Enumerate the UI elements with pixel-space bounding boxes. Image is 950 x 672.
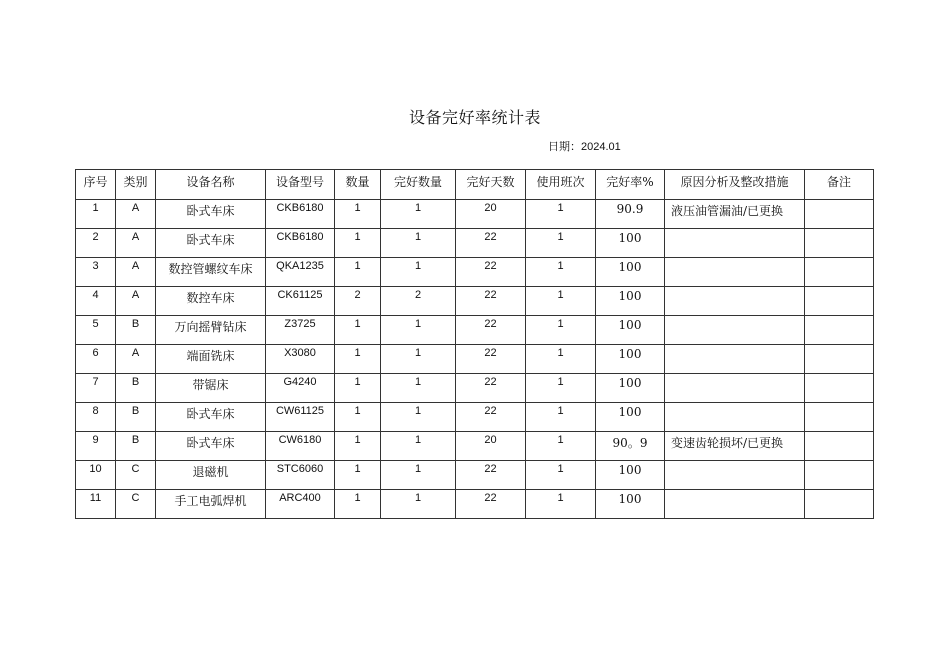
cell-good-rate: 90.9 [596, 200, 665, 229]
cell-remarks [805, 258, 874, 287]
cell-cause-analysis [665, 258, 805, 287]
cell-quantity: 1 [335, 200, 381, 229]
table-row [76, 258, 874, 287]
table-row [76, 461, 874, 490]
cell-good-days: 22 [456, 345, 526, 374]
table-header-row [76, 170, 874, 200]
cell-category: A [116, 200, 156, 229]
cell-good-quantity: 1 [381, 229, 456, 258]
header-model: 设备型号 [266, 170, 335, 200]
cell-equipment-name: 带锯床 [156, 374, 266, 403]
cell-good-rate: 90。9 [596, 432, 665, 461]
cell-quantity: 1 [335, 345, 381, 374]
cell-remarks [805, 374, 874, 403]
cell-seq: 3 [76, 258, 116, 287]
cell-good-days: 22 [456, 316, 526, 345]
cell-good-quantity: 1 [381, 490, 456, 519]
cell-quantity: 1 [335, 229, 381, 258]
cell-shifts: 1 [526, 229, 596, 258]
page-title: 设备完好率统计表 [408, 108, 541, 127]
cell-model: G4240 [266, 374, 335, 403]
cell-shifts: 1 [526, 432, 596, 461]
header-quantity: 数量 [335, 170, 381, 200]
table-row [76, 316, 874, 345]
cell-good-quantity: 1 [381, 461, 456, 490]
cell-good-rate: 100 [596, 258, 665, 287]
cell-cause-analysis [665, 374, 805, 403]
cell-shifts: 1 [526, 461, 596, 490]
cell-cause-analysis: 变速齿轮损坏/已更换 [665, 432, 805, 461]
cell-good-days: 22 [456, 229, 526, 258]
table-row [76, 287, 874, 316]
cell-quantity: 1 [335, 374, 381, 403]
cell-model: STC6060 [266, 461, 335, 490]
cell-seq: 7 [76, 374, 116, 403]
header-seq: 序号 [76, 170, 116, 200]
table-row [76, 490, 874, 519]
cell-good-days: 22 [456, 403, 526, 432]
cell-equipment-name: 退磁机 [156, 461, 266, 490]
cell-equipment-name: 卧式车床 [156, 432, 266, 461]
cell-remarks [805, 287, 874, 316]
cell-good-days: 20 [456, 432, 526, 461]
cell-model: CW61125 [266, 403, 335, 432]
cell-shifts: 1 [526, 345, 596, 374]
cell-remarks [805, 403, 874, 432]
cell-category: C [116, 461, 156, 490]
cell-seq: 1 [76, 200, 116, 229]
cell-seq: 5 [76, 316, 116, 345]
cell-seq: 4 [76, 287, 116, 316]
cell-good-quantity: 1 [381, 345, 456, 374]
table-row [76, 229, 874, 258]
table-row [76, 432, 874, 461]
header-good-rate: 完好率% [596, 170, 665, 200]
cell-category: A [116, 287, 156, 316]
cell-quantity: 2 [335, 287, 381, 316]
cell-category: B [116, 403, 156, 432]
header-equipment-name: 设备名称 [156, 170, 266, 200]
cell-category: A [116, 229, 156, 258]
cell-model: CK61125 [266, 287, 335, 316]
cell-model: QKA1235 [266, 258, 335, 287]
cell-shifts: 1 [526, 287, 596, 316]
cell-good-rate: 100 [596, 374, 665, 403]
cell-equipment-name: 数控车床 [156, 287, 266, 316]
table-row [76, 345, 874, 374]
cell-good-rate: 100 [596, 229, 665, 258]
cell-category: B [116, 316, 156, 345]
cell-cause-analysis [665, 287, 805, 316]
cell-equipment-name: 端面铣床 [156, 345, 266, 374]
cell-good-rate: 100 [596, 490, 665, 519]
cell-good-quantity: 1 [381, 403, 456, 432]
equipment-stats-table [75, 169, 874, 519]
cell-good-rate: 100 [596, 345, 665, 374]
cell-category: A [116, 345, 156, 374]
cell-remarks [805, 345, 874, 374]
cell-equipment-name: 手工电弧焊机 [156, 490, 266, 519]
cell-shifts: 1 [526, 316, 596, 345]
cell-quantity: 1 [335, 403, 381, 432]
cell-remarks [805, 432, 874, 461]
cell-good-quantity: 1 [381, 200, 456, 229]
cell-good-quantity: 1 [381, 258, 456, 287]
cell-seq: 6 [76, 345, 116, 374]
cell-seq: 2 [76, 229, 116, 258]
cell-equipment-name: 数控管螺纹车床 [156, 258, 266, 287]
cell-good-days: 20 [456, 200, 526, 229]
cell-cause-analysis: 液压油管漏油/已更换 [665, 200, 805, 229]
cell-shifts: 1 [526, 258, 596, 287]
cell-remarks [805, 461, 874, 490]
cell-seq: 11 [76, 490, 116, 519]
cell-shifts: 1 [526, 200, 596, 229]
header-good-quantity: 完好数量 [381, 170, 456, 200]
cell-cause-analysis [665, 345, 805, 374]
cell-equipment-name: 卧式车床 [156, 200, 266, 229]
date-value: 2024.01 [581, 141, 621, 153]
cell-cause-analysis [665, 316, 805, 345]
cell-category: B [116, 374, 156, 403]
cell-shifts: 1 [526, 374, 596, 403]
cell-category: B [116, 432, 156, 461]
cell-equipment-name: 卧式车床 [156, 403, 266, 432]
header-remarks: 备注 [805, 170, 874, 200]
cell-good-days: 22 [456, 287, 526, 316]
cell-good-days: 22 [456, 258, 526, 287]
cell-quantity: 1 [335, 258, 381, 287]
cell-good-rate: 100 [596, 403, 665, 432]
cell-remarks [805, 490, 874, 519]
cell-good-rate: 100 [596, 287, 665, 316]
cell-equipment-name: 卧式车床 [156, 229, 266, 258]
table-row [76, 200, 874, 229]
header-category: 类别 [116, 170, 156, 200]
cell-cause-analysis [665, 490, 805, 519]
table-row [76, 374, 874, 403]
cell-category: A [116, 258, 156, 287]
date-label: 日期： [548, 140, 581, 153]
cell-quantity: 1 [335, 461, 381, 490]
cell-cause-analysis [665, 229, 805, 258]
cell-good-quantity: 1 [381, 316, 456, 345]
cell-quantity: 1 [335, 316, 381, 345]
header-shifts: 使用班次 [526, 170, 596, 200]
cell-quantity: 1 [335, 490, 381, 519]
cell-shifts: 1 [526, 403, 596, 432]
cell-cause-analysis [665, 403, 805, 432]
cell-good-days: 22 [456, 374, 526, 403]
cell-model: CKB6180 [266, 200, 335, 229]
cell-good-days: 22 [456, 490, 526, 519]
cell-equipment-name: 万向摇臂钻床 [156, 316, 266, 345]
cell-good-quantity: 1 [381, 374, 456, 403]
header-good-days: 完好天数 [456, 170, 526, 200]
cell-model: ARC400 [266, 490, 335, 519]
cell-cause-analysis [665, 461, 805, 490]
cell-seq: 9 [76, 432, 116, 461]
cell-good-days: 22 [456, 461, 526, 490]
date-line [548, 138, 621, 154]
header-cause-analysis: 原因分析及整改措施 [665, 170, 805, 200]
cell-good-quantity: 2 [381, 287, 456, 316]
cell-quantity: 1 [335, 432, 381, 461]
cell-category: C [116, 490, 156, 519]
cell-shifts: 1 [526, 490, 596, 519]
cell-good-rate: 100 [596, 461, 665, 490]
cell-model: CKB6180 [266, 229, 335, 258]
cell-good-quantity: 1 [381, 432, 456, 461]
cell-model: X3080 [266, 345, 335, 374]
cell-seq: 10 [76, 461, 116, 490]
cell-remarks [805, 200, 874, 229]
cell-model: CW6180 [266, 432, 335, 461]
cell-remarks [805, 229, 874, 258]
table-row [76, 403, 874, 432]
cell-model: Z3725 [266, 316, 335, 345]
cell-remarks [805, 316, 874, 345]
cell-seq: 8 [76, 403, 116, 432]
cell-good-rate: 100 [596, 316, 665, 345]
